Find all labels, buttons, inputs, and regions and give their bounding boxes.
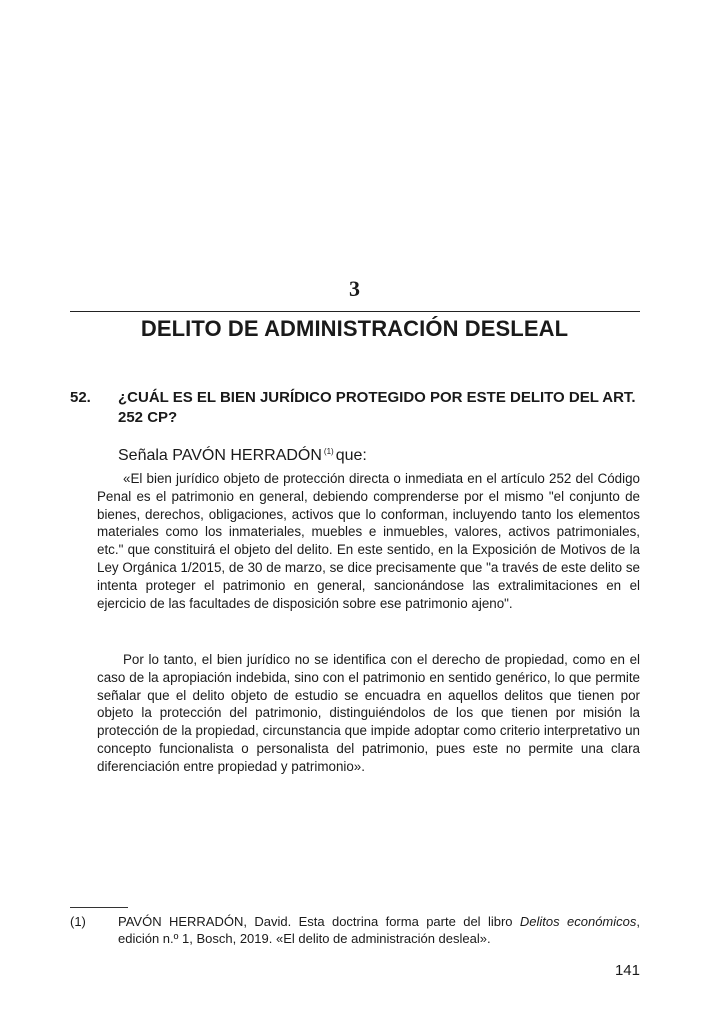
chapter-title: DELITO DE ADMINISTRACIÓN DESLEAL: [140, 316, 569, 341]
quote-paragraph-2-text: Por lo tanto, el bien jurídico no se identifica con el derecho de propiedad, como en el caso de la apropiación indebida, sino con el patrimonio en sentido genérico, lo que permite señalar que el delito objeto de estudio se encuadra en aquellos delitos que tienen por objeto la protección del patrimonio, distinguiéndolos de los que tienen por misión la protección de la propiedad, circunstancia que impide adoptar como criterio interpretativo un concepto funcionalista o personalista del patrimonio, pues este no permite una clara diferenciación entre propiedad y patrimonio».: [97, 652, 640, 774]
footnote-text-before: PAVÓN HERRADÓN, David. Esta doctrina forma parte del libro: [118, 914, 520, 929]
quote-paragraph-2: [97, 651, 640, 776]
footnote-marker: (1): [70, 914, 86, 929]
chapter-divider: [70, 311, 640, 312]
quote-paragraph-1-text: «El bien jurídico objeto de protección directa o inmediata en el artículo 252 del Código Penal es el patrimonio en general, debiendo comprenderse por el mismo "el conjunto de bienes, derechos, obligaciones, activos que lo conforman, incluyendo tanto los elementos materiales como los inmateriales, muebles e inmuebles, valores, activos patrimoniales, etc." que constituirá el objeto del delito. En este sentido, en la Exposición de Motivos de la Ley Orgánica 1/2015, de 30 de marzo, se dice precisamente que "a través de este delito se intenta proteger el patrimonio en general, sancionándose las extralimitaciones en el ejercicio de las facultades de disposición sobre ese patrimonio ajeno".: [97, 471, 640, 611]
intro-prefix: Señala PAVÓN HERRADÓN: [118, 447, 322, 464]
chapter-number: 3: [349, 276, 360, 301]
quote-paragraph-1: [97, 470, 640, 612]
question-heading: ¿CUÁL ES EL BIEN JURÍDICO PROTEGIDO POR ESTE DELITO DEL ART. 252 CP?: [118, 389, 636, 426]
question-number: 52.: [70, 389, 91, 406]
footnote-text: [118, 913, 640, 947]
page-number: 141: [614, 962, 640, 979]
footnote-divider: [70, 907, 128, 908]
footnote-text-after: , edición n.º 1, Bosch, 2019. «El delito de administración desleal».: [118, 914, 640, 946]
intro-sentence: [118, 441, 367, 467]
footnote-book-title: Delitos económicos: [519, 914, 637, 929]
intro-suffix: que:: [335, 447, 367, 464]
footnote-reference: (1): [323, 447, 334, 456]
